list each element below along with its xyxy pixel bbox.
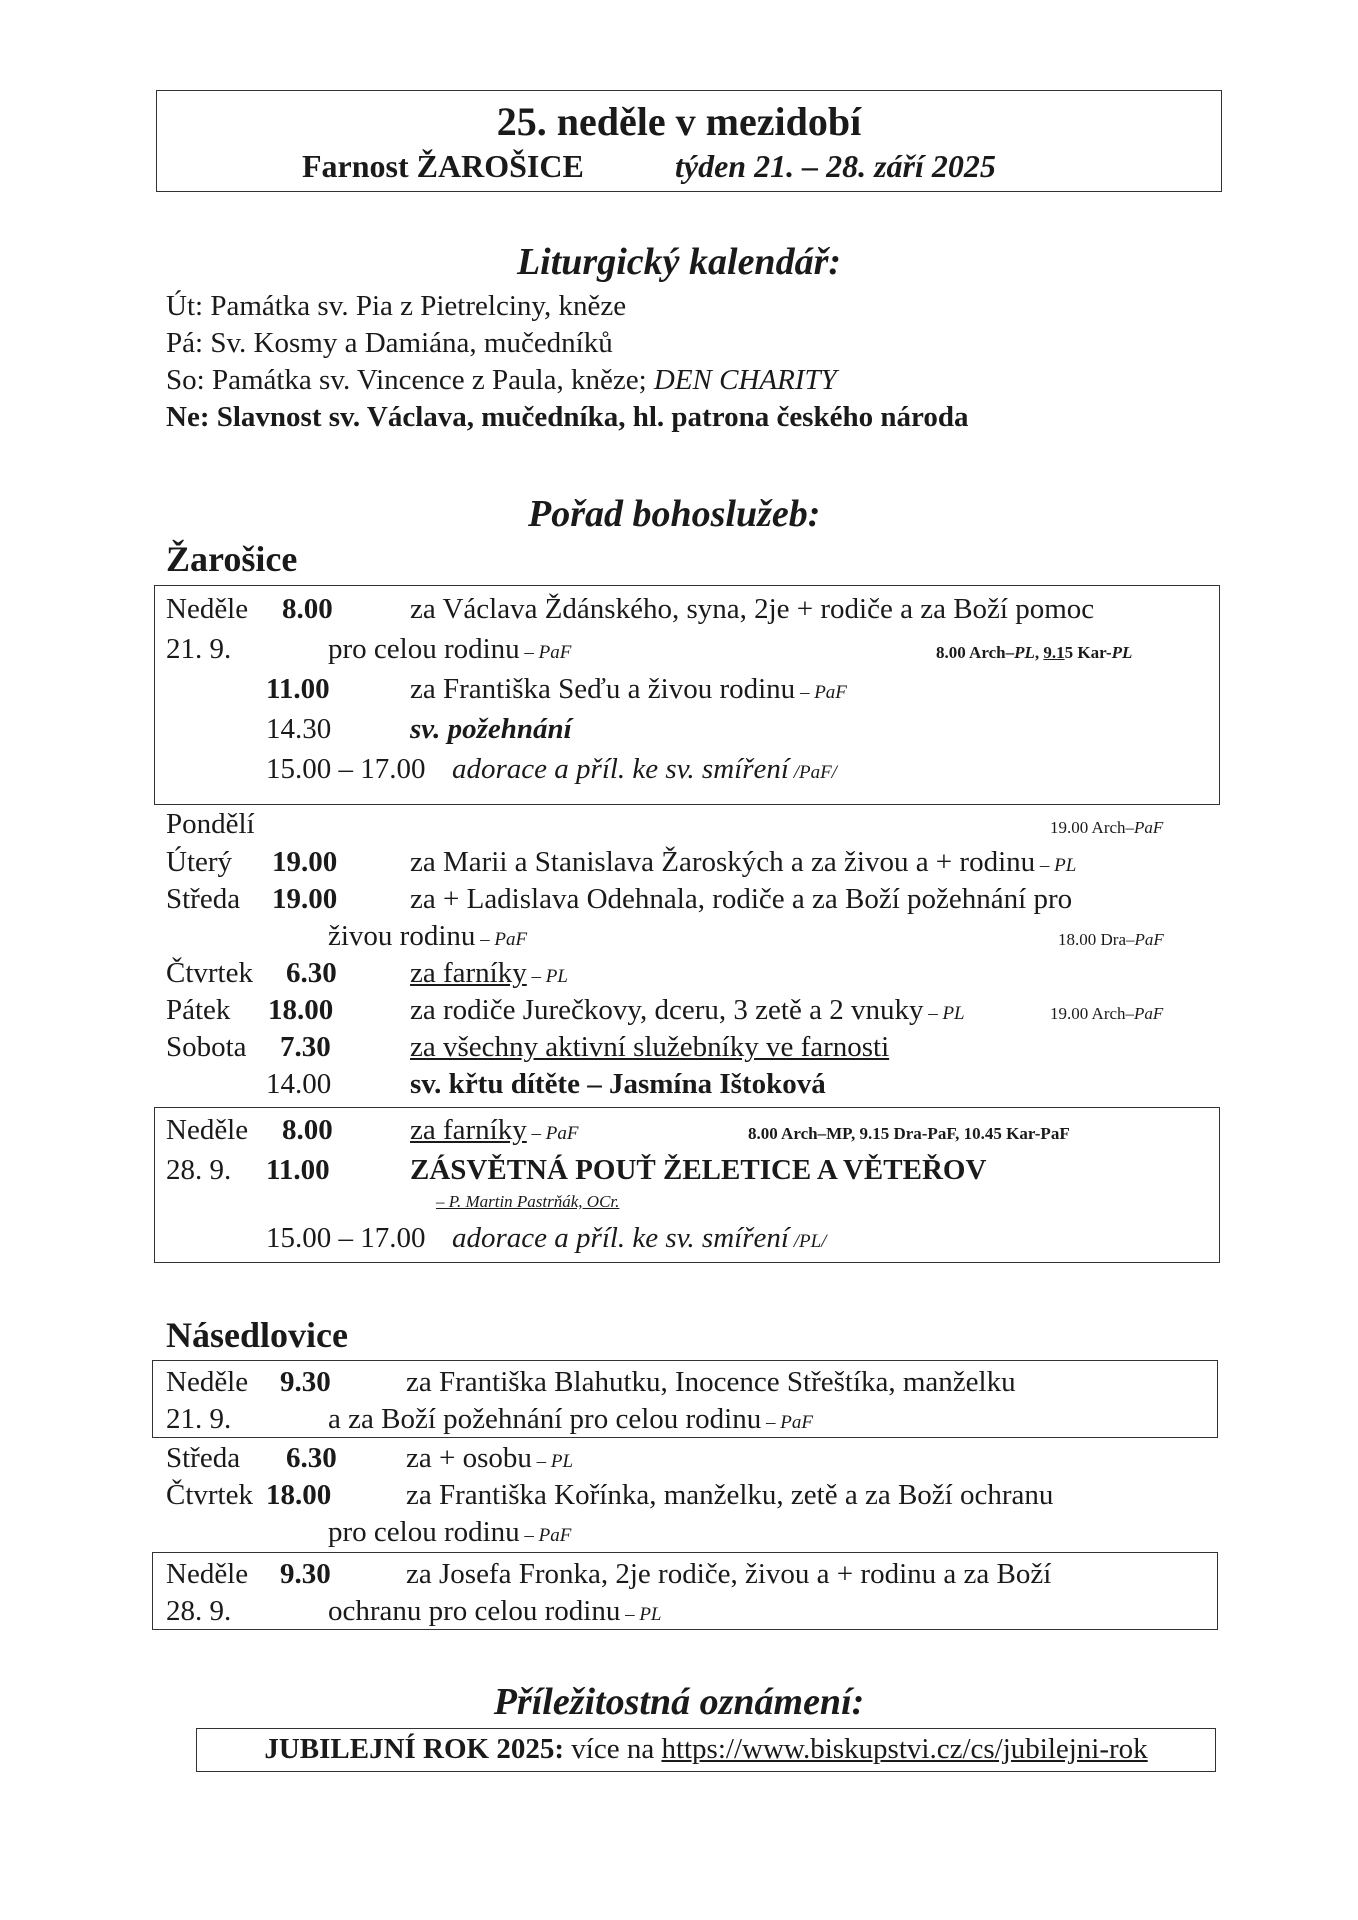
time: 11.00 — [266, 1154, 330, 1186]
intention: za všechny aktivní služebníky ve farnosti — [410, 1031, 890, 1063]
priest: – PL — [1035, 855, 1077, 876]
intention: sv. křtu dítěte – Jasmína Ištoková — [410, 1068, 826, 1100]
other-masses: 8.00 Arch–MP, 9.15 Dra-PaF, 10.45 Kar-PaF — [748, 1124, 1070, 1143]
lit-day: So: — [166, 364, 212, 396]
side-e: 5 — [1064, 643, 1074, 662]
intention — [410, 1112, 578, 1152]
side-a: 19.00 Arch– — [1050, 818, 1135, 837]
intention: za Václava Ždánského, syna, 2je + rodiče a za Boží pomoc — [410, 593, 1095, 625]
day-label: Čtvrtek — [166, 957, 253, 989]
intention — [328, 1401, 813, 1441]
day-label: Neděle — [166, 593, 249, 625]
day-label: Neděle — [166, 1114, 249, 1146]
intention-text: živou rodinu — [328, 920, 476, 952]
intention — [410, 955, 568, 995]
intention — [328, 918, 527, 958]
date-label: 21. 9. — [166, 633, 232, 665]
intention: sv. požehnání — [410, 713, 572, 745]
intention: za Františka Kořínka, manželku, zetě a za Boží ochranu — [406, 1479, 1054, 1511]
lit-line-tue — [166, 288, 626, 324]
intention — [410, 671, 847, 711]
side-g: PL — [1111, 643, 1133, 662]
priest: – PaF — [761, 1412, 813, 1433]
intention-text: pro celou rodinu — [328, 1516, 520, 1548]
intention: za + Ladislava Odehnala, rodiče a za Boží požehnání pro — [410, 883, 1073, 915]
time: 14.30 — [266, 713, 332, 745]
intention-text: za farníky — [410, 957, 527, 989]
priest: – PaF — [795, 682, 847, 703]
other-masses — [1050, 810, 1163, 846]
intention-text: ochranu pro celou rodinu — [328, 1595, 621, 1627]
intention — [328, 1593, 662, 1633]
priest: /PL/ — [788, 1231, 827, 1252]
time: 15.00 – 17.00 — [266, 1222, 426, 1254]
intention: za Františka Blahutku, Inocence Střeštíka, manželku — [406, 1366, 1016, 1398]
side-d: 9.1 — [1043, 643, 1065, 662]
priest: – PaF — [475, 929, 528, 950]
time: 7.30 — [280, 1031, 331, 1063]
priest: – PL — [526, 966, 568, 987]
lit-day: Út: — [166, 290, 211, 322]
other-masses — [1050, 996, 1163, 1032]
side-b: PaF — [1134, 1004, 1164, 1023]
time: 6.30 — [286, 957, 337, 989]
lit-text: Slavnost sv. Václava, mučedníka, hl. patrona českého národa — [216, 401, 969, 433]
date-label: 28. 9. — [166, 1154, 232, 1186]
intention — [328, 1514, 571, 1554]
time: 9.30 — [280, 1558, 331, 1590]
intention-text: za Marii a Stanislava Žaroských a za živou a + rodinu — [410, 846, 1036, 878]
day-label: Středa — [166, 1442, 241, 1474]
time: 18.00 — [268, 994, 334, 1026]
services-heading: Pořad bohoslužeb: — [528, 493, 821, 535]
time: 6.30 — [286, 1442, 337, 1474]
nasedlovice-heading: Násedlovice — [166, 1315, 348, 1355]
week-range: týden 21. – 28. září 2025 — [675, 148, 996, 184]
intention — [328, 631, 571, 671]
intention — [452, 751, 837, 791]
time: 8.00 — [282, 1114, 333, 1146]
side-c: , — [1034, 643, 1044, 662]
jubilee-text: více na — [564, 1733, 662, 1765]
day-label: Čtvrtek — [166, 1479, 253, 1511]
other-masses — [1058, 922, 1164, 958]
page-title: 25. neděle v mezidobí — [496, 99, 862, 144]
day-label: Neděle — [166, 1558, 249, 1590]
lit-charity: DEN CHARITY — [653, 364, 837, 396]
priest: – PL — [531, 1451, 574, 1472]
day-label: Neděle — [166, 1366, 249, 1398]
date-label: 28. 9. — [166, 1595, 232, 1627]
lit-text: Sv. Kosmy a Damiána, mučedníků — [210, 327, 613, 359]
time: 18.00 — [266, 1479, 332, 1511]
lit-text: Památka sv. Pia z Pietrelciny, kněze — [210, 290, 627, 322]
announcements-heading: Příležitostná oznámení: — [493, 1681, 865, 1723]
time: 15.00 – 17.00 — [266, 753, 426, 785]
side-b: PaF — [1134, 930, 1164, 949]
intention-text: za Františka Seďu a živou rodinu — [410, 673, 796, 705]
date-label: 21. 9. — [166, 1403, 232, 1435]
time: 14.00 — [266, 1068, 332, 1100]
lit-text: Památka sv. Vincence z Paula, kněze; — [211, 364, 654, 396]
priest: – PaF — [519, 642, 572, 663]
intention-text: adorace a příl. ke sv. smíření — [452, 753, 789, 785]
side-f: Kar- — [1073, 643, 1112, 662]
side-b: PL — [1014, 643, 1035, 662]
intention — [452, 1220, 826, 1260]
lit-line-fri — [166, 325, 613, 361]
time: 8.00 — [282, 593, 333, 625]
day-label: Sobota — [166, 1031, 247, 1063]
announcement-line — [196, 1731, 1216, 1767]
side-b: PaF — [1134, 818, 1164, 837]
liturgical-heading: Liturgický kalendář: — [516, 241, 842, 283]
jubilee-label: JUBILEJNÍ ROK 2025: — [264, 1733, 565, 1765]
intention-text: za rodiče Jurečkovy, dceru, 3 zetě a 2 vnuky — [410, 994, 924, 1026]
parish-name: Farnost ŽAROŠICE — [302, 148, 584, 184]
side-a: 18.00 Dra– — [1058, 930, 1135, 949]
time: 19.00 — [272, 883, 338, 915]
day-label: Středa — [166, 883, 241, 915]
priest: – PL — [923, 1003, 965, 1024]
intention-text: za + osobu — [406, 1442, 532, 1474]
lit-day: Pá: — [166, 327, 211, 359]
priest: /PaF/ — [788, 762, 837, 783]
lit-day: Ne: — [166, 401, 217, 433]
other-masses — [936, 635, 1132, 671]
priest: – PaF — [526, 1123, 579, 1144]
intention-text: za farníky — [410, 1114, 527, 1146]
preacher: – P. Martin Pastrňák, OCr. — [436, 1192, 620, 1211]
zarosice-heading: Žarošice — [166, 539, 298, 579]
intention-text: a za Boží požehnání pro celou rodinu — [328, 1403, 762, 1435]
time: 19.00 — [272, 846, 338, 878]
day-label: Pátek — [166, 994, 231, 1026]
time: 11.00 — [266, 673, 330, 705]
priest: – PL — [620, 1604, 662, 1625]
intention — [406, 1440, 573, 1480]
intention — [410, 992, 965, 1032]
side-a: 8.00 Arch– — [936, 643, 1015, 662]
intention — [410, 844, 1076, 884]
day-label: Pondělí — [166, 808, 255, 840]
intention-text: pro celou rodinu — [328, 633, 520, 665]
priest: – PaF — [519, 1525, 572, 1546]
jubilee-link[interactable]: https://www.biskupstvi.cz/cs/jubilejni-rok — [661, 1733, 1148, 1765]
day-label: Úterý — [166, 846, 233, 878]
intention-text: adorace a příl. ke sv. smíření — [452, 1222, 789, 1254]
lit-line-sun — [166, 399, 968, 435]
side-a: 19.00 Arch– — [1050, 1004, 1135, 1023]
intention: za Josefa Fronka, 2je rodiče, živou a + rodinu a za Boží — [406, 1558, 1052, 1590]
pilgrimage-title: ZÁSVĚTNÁ POUŤ ŽELETICE A VĚTEŘOV — [410, 1154, 987, 1186]
lit-line-sat — [166, 362, 837, 398]
time: 9.30 — [280, 1366, 331, 1398]
